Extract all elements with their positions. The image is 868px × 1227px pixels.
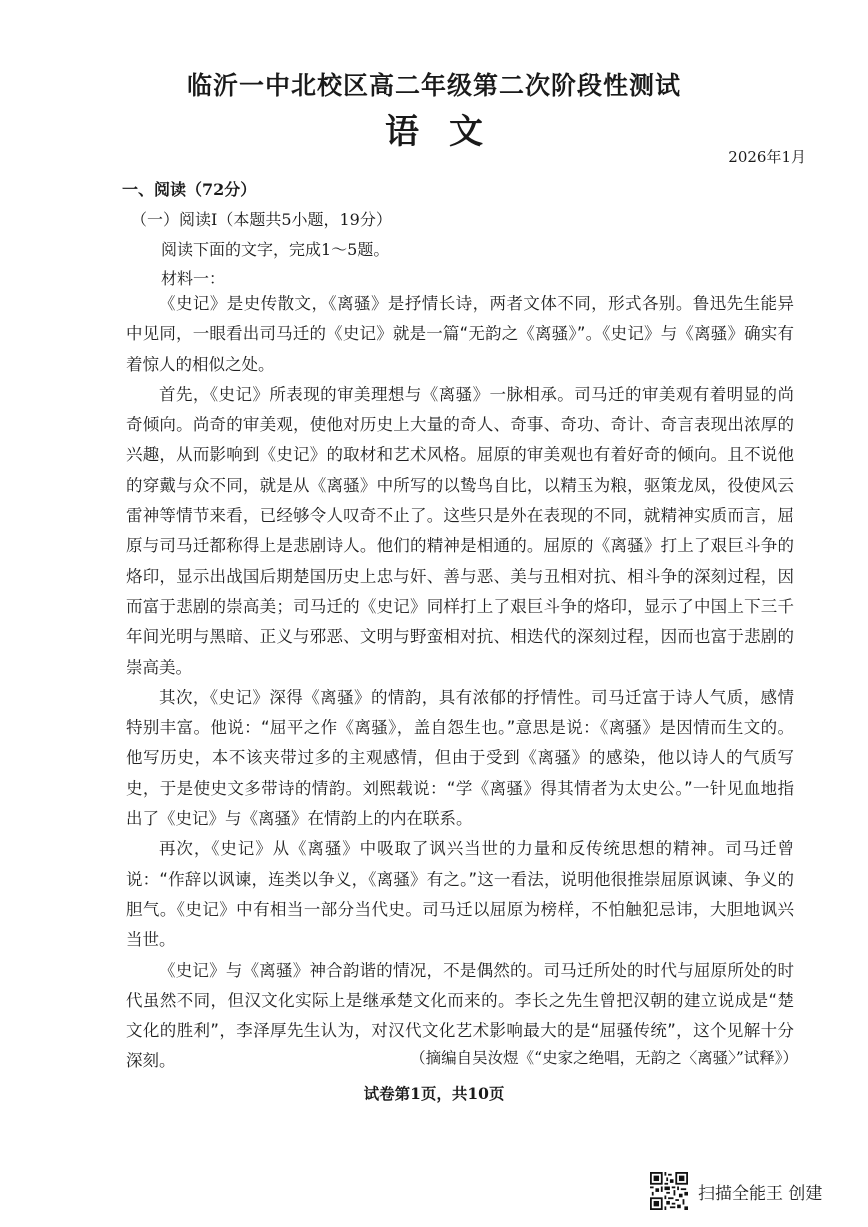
- passage-paragraph: 《史记》是史传散文，《离骚》是抒情长诗，两者文体不同，形式各别。鲁迅先生能异中见同，一眼看出司马迁的《史记》就是一篇“无韵之《离骚》”。《史记》与《离骚》确实有着惊人的相似之处。: [126, 294, 794, 374]
- qr-code-icon: [650, 1172, 688, 1210]
- scanner-watermark: [650, 1172, 822, 1210]
- passage-paragraph: 其次，《史记》深得《离骚》的情韵，具有浓郁的抒情性。司马迁富于诗人气质，感情特别丰富。他说：“屈平之作《离骚》，盖自怨生也。”意思是说：《离骚》是因情而生文的。他写历史，本不该夹带过多的主观感情，但由于受到《离骚》的感染，他以诗人的气质写史，于是使史文多带诗的情韵。刘熙载说：“学《离骚》得其情者为太史公。”一针见血地指出了《史记》与《离骚》在情韵上的内在联系。: [126, 687, 794, 829]
- passage-paragraph: 《史记》与《离骚》神合韵谐的情况，不是偶然的。司马迁所处的时代与屈原所处的时代虽然不同，但汉文化实际上是继承楚文化而来的。李长之先生曾把汉朝的建立说成是“楚文化的胜利”，李泽厚先生认为，对汉代文化艺术影响最大的是“屈骚传统”，这个见解十分深刻。: [126, 960, 794, 1071]
- reading-instruction: 阅读下面的文字，完成1～5题。: [161, 240, 390, 259]
- passage-body: [126, 289, 794, 1077]
- exam-title: 临沂一中北校区高二年级第二次阶段性测试: [186, 71, 681, 100]
- passage-paragraph: 首先，《史记》所表现的审美理想与《离骚》一脉相承。司马迁的审美观有着明显的尚奇倾向。尚奇的审美观，使他对历史上大量的奇人、奇事、奇功、奇计、奇言表现出浓厚的兴趣，从而影响到《史记》的取材和艺术风格。屈原的审美观也有着好奇的倾向。且不说他的穿戴与众不同，就是从《离骚》中所写的以鸷鸟自比，以精玉为粮，驱策龙凤，役使风云雷神等情节来看，已经够令人叹奇不止了。这些只是外在表现的不同，就精神实质而言，屈原与司马迁都称得上是悲剧诗人。他们的精神是相通的。屈原的《离骚》打上了艰巨斗争的烙印，显示出战国后期楚国历史上忠与奸、善与恶、美与丑相对抗、相斗争的深刻过程，因而富于悲剧的崇高美；司马迁的《史记》同样打上了艰巨斗争的烙印，显示了中国上下三千年间光明与黑暗、正义与邪恶、文明与野蛮相对抗、相迭代的深刻过程，因而也富于悲剧的崇高美。: [126, 384, 794, 677]
- page-number: 试卷第1页，共10页: [363, 1084, 505, 1103]
- subsection-heading: （一）阅读Ⅰ（本题共5小题，19分）: [131, 210, 392, 229]
- exam-date: 2026年1月: [728, 148, 806, 166]
- material-label: 材料一：: [161, 269, 226, 288]
- section-heading: 一、阅读（72分）: [122, 180, 257, 199]
- passage-paragraph: 再次，《史记》从《离骚》中吸取了讽兴当世的力量和反传统思想的精神。司马迁曾说：“作辞以讽谏，连类以争义，《离骚》有之。”这一看法，说明他很推崇屈原讽谏、争义的胆气。《史记》中有相当一部分当代史。司马迁以屈原为榜样，不怕触犯忌讳，大胆地讽兴当世。: [126, 839, 794, 950]
- source-citation: （摘编自吴汝煜《“史家之绝唱，无韵之〈离骚〉”试释》）: [410, 1049, 798, 1067]
- subject-title: 语文: [385, 112, 513, 152]
- watermark-label: 扫描全能王 创建: [698, 1183, 823, 1204]
